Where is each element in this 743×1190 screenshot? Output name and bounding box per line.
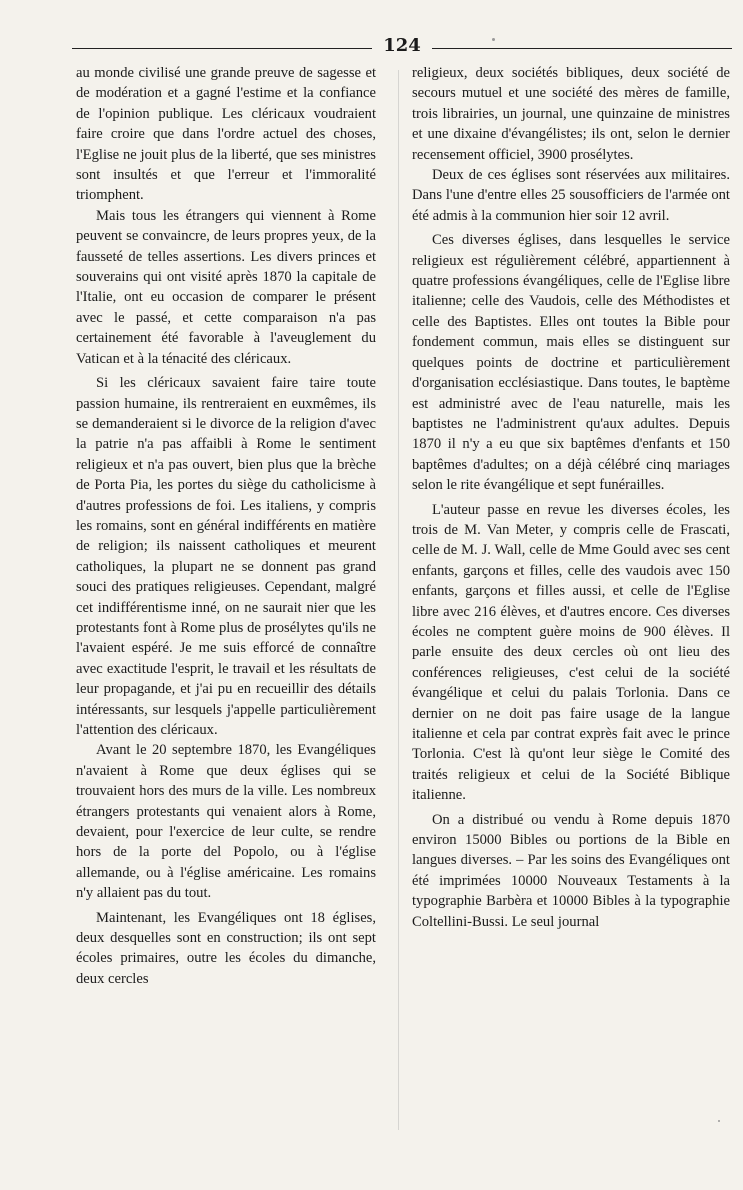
paragraph: Avant le 20 septembre 1870, les Evangéliques n'avaient à Rome que deux églises qui se trouvaient hors des murs de la ville. Les nombreux étrangers protestants qui venaient alors à Rome, devaient, pour l'exercice de leur culte, se rendre hors de la porte del Popolo, ou à l'église allemande, ou à l'église américaine. Les romains n'y allaient pas du tout. (76, 742, 376, 902)
paragraph: L'auteur passe en revue les diverses écoles, les trois de M. Van Meter, y compris celle de Frascati, celle de M. J. Wall, celle de Mme Gould avec ses cent enfants, garçons et filles, celle des vaudois avec 150 enfants, garçons et filles aussi, et celle de l'Eglise libre avec 216 élèves, et d'autres encore. Ces diverses écoles ne comptent guère moins de 900 élèves. Il parle ensuite des deux cercles où ont lieu des conférences religieuses, c'est celui de la société évangélique et celui du palais Torlonia. Dans ce dernier on ne doit pas faire usage de la langue italienne et cela par contrat exprès fait avec le prince Torlonia. C'est là qu'ont leur siège le Comité des traités religieux et celui de la Société Biblique italienne. (412, 501, 730, 804)
column-divider (398, 70, 399, 1130)
paragraph: au monde civilisé une grande preuve de sagesse et de modération et a gagné l'estime et la confiance de l'opinion publique. Les cléricaux voudraient faire croire que dans l'ordre actuel des choses, l'Eglise ne jouit plus de la liberté, que ses ministres sont insultés et que l'erreur et l'immoralité triomphent. (76, 65, 376, 204)
header-rule-left (72, 48, 372, 49)
print-speck (718, 1120, 720, 1122)
page-header (72, 36, 732, 56)
header-rule-right (432, 48, 732, 49)
left-column (76, 63, 376, 989)
paragraph: Mais tous les étrangers qui viennent à Rome peuvent se convaincre, de leurs propres yeux, de la fausseté de telles assertions. Les divers princes et souverains qui ont visité après 1870 la capitale de l'Italie, ont eu occasion de comparer le présent avec le passé, et cette comparaison n'a pas certainement été favorable à l'aveuglement du Vatican et à la ténacité des cléricaux. (76, 207, 376, 367)
paragraph: Si les cléricaux savaient faire taire toute passion humaine, ils rentreraient en euxmêmes, ils se demanderaient si le divorce de la religion d'avec la patrie n'a pas affaibli à Rome le sentiment religieux et n'a pas ouvert, bien plus que la brèche de Porta Pia, les portes du siège du catholicisme à d'autres professions de foi. Les italiens, y compris les romains, sont en général indifférents en matière de religion; ils naissent catholiques et meurent catholiques, la plupart ne se donnent pas grand souci des pratiques religieuses. Cependant, malgré cet indifférentisme inné, on ne saurait nier que les protestants font à Rome plus de prosélytes qu'ils ne l'avaient espéré. Je me suis efforcé de connaître avec exactitude l'esprit, le travail et les résultats de leur propagande, et j'ai pu en recueillir des détails intéressants, sur lesquels j'appelle particulièrement l'attention des cléricaux. (76, 375, 376, 738)
paragraph: religieux, deux sociétés bibliques, deux société de secours mutuel et une société des mères de famille, trois librairies, un journal, une quinzaine de ministres et une dixaine d'évangélistes; ils ont, selon le dernier recensement officiel, 3900 prosélytes. (412, 65, 730, 163)
paragraph: Ces diverses églises, dans lesquelles le service religieux est régulièrement célébré, appartiennent à quatre professions évangéliques, celle de l'Eglise libre italienne; celle des Vaudois, celle des Méthodistes et celle des Baptistes. Elles ont toutes la Bible pour fondement commun, mais elles se distinguent sur quelques points de doctrine et particulièrement d'organisation ecclésiastique. Dans toutes, le baptème est administré avec de l'eau naturelle, mais les baptistes ne l'administrent qu'aux adultes. Depuis 1870 il n'y a eu que six baptêmes d'enfants et 150 baptêmes d'adultes; on a déjà célébré cinq mariages selon le rite évangélique et sept funérailles. (412, 232, 730, 494)
paragraph: On a distribué ou vendu à Rome depuis 1870 environ 15000 Bibles ou portions de la Bible en langues diverses. – Par les soins des Evangéliques ont été imprimées 10000 Nouveaux Testaments à la typographie Barbèra et 10000 Bibles à la typographie Coltellini-Bussi. Le seul journal (412, 811, 730, 930)
paragraph: Deux de ces églises sont réservées aux militaires. Dans l'une d'entre elles 25 sousofficiers de l'armée ont été admis à la communion hier soir 12 avril. (412, 167, 730, 224)
page-number: 124 (383, 35, 421, 56)
print-speck (492, 38, 495, 41)
right-column (412, 63, 730, 932)
paragraph: Maintenant, les Evangéliques ont 18 églises, deux desquelles sont en construction; ils ont sept écoles primaires, outre les écoles du dimanche, deux cercles (76, 909, 376, 987)
